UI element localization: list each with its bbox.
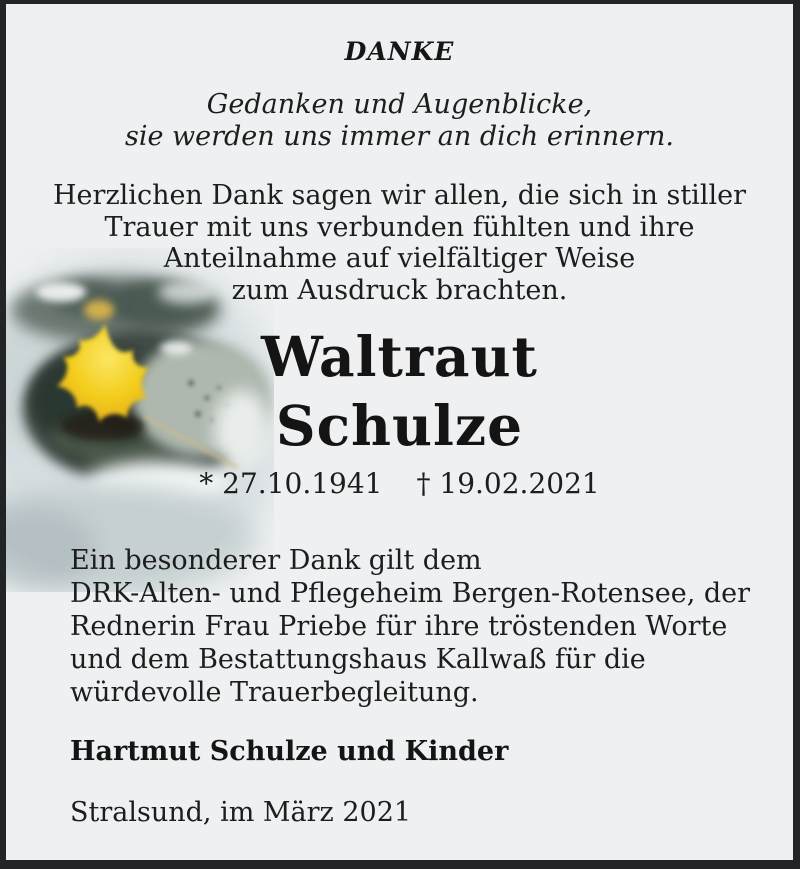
epigraph-line: Gedanken und Augenblicke, <box>206 89 593 120</box>
epigraph-line: sie werden uns immer an dich erinnern. <box>124 121 675 152</box>
mourners-signature: Hartmut Schulze und Kinder <box>70 736 509 767</box>
special-thanks-line: und dem Bestattungshaus Kallwaß für die <box>70 644 646 675</box>
thanks-line: Anteilnahme auf vielfältiger Weise <box>163 243 636 274</box>
deceased-first-name: Waltraut <box>261 324 538 389</box>
life-dates <box>6 466 793 502</box>
epigraph <box>6 89 793 153</box>
special-thanks-line: Rednerin Frau Priebe für ihre tröstenden Worte <box>70 611 728 642</box>
deceased-name <box>6 322 793 460</box>
special-thanks-line: Ein besonderer Dank gilt dem <box>70 545 482 576</box>
thanks-line: zum Ausdruck brachten. <box>231 274 568 306</box>
death-date: † 19.02.2021 <box>416 467 600 500</box>
special-thanks-line: DRK-Alten- und Pflegeheim Bergen-Rotensee, der <box>70 578 751 609</box>
special-thanks-paragraph <box>70 544 763 709</box>
thanks-line: Herzlichen Dank sagen wir allen, die sich in stiller <box>53 180 746 211</box>
notice-header: DANKE <box>344 37 455 66</box>
deceased-last-name: Schulze <box>275 393 524 458</box>
thanks-paragraph <box>6 180 793 306</box>
thanks-line: Trauer mit uns verbunden fühlten und ihre <box>104 211 695 243</box>
notice-content <box>6 37 793 829</box>
special-thanks-line: würdevolle Trauerbegleitung. <box>70 677 479 708</box>
birth-date: * 27.10.1941 <box>199 467 383 500</box>
place-and-date: Stralsund, im März 2021 <box>70 797 412 828</box>
